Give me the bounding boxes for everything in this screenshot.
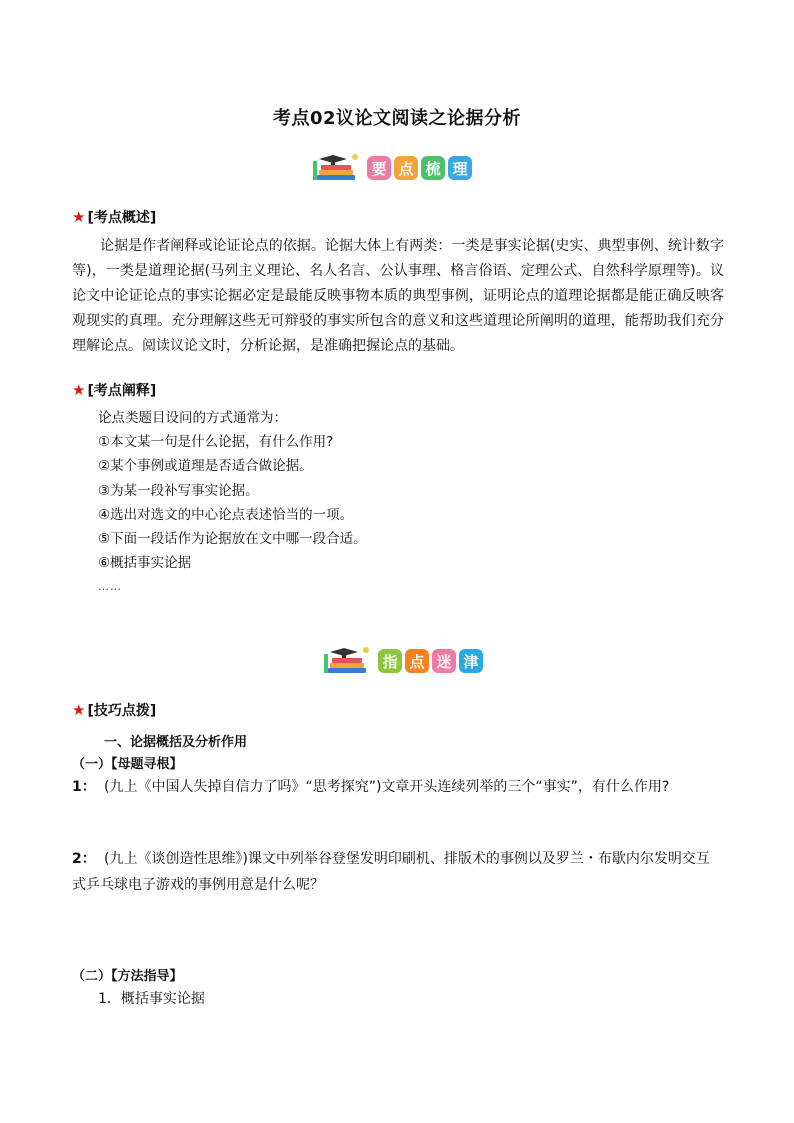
banner2-tile-1: 指 <box>378 649 402 673</box>
heading-label: [考点概述] <box>87 210 157 226</box>
heading-label: [技巧点拨] <box>87 703 157 719</box>
subheading-argument-summary: 一、论据概括及分析作用 <box>104 735 248 750</box>
star-icon: ★ <box>72 381 86 399</box>
banner2-tile-3: 迷 <box>432 649 456 673</box>
list-item: ⑥概括事实论据 <box>98 555 192 572</box>
section-explanation-heading <box>72 380 156 400</box>
banner2-tile-4: 津 <box>459 649 483 673</box>
list-item: ⑤下面一段话作为论据放在文中哪一段合适。 <box>98 531 367 548</box>
star-icon: ★ <box>72 208 86 226</box>
banner1-tile-4: 理 <box>448 156 472 180</box>
banner2-tile-2: 点 <box>405 649 429 673</box>
banner1-tile-3: 梳 <box>421 156 445 180</box>
list-intro: 论点类题目设问的方式通常为： <box>98 410 287 426</box>
section-tips-heading <box>72 700 156 720</box>
question-types-list <box>98 406 367 600</box>
list-item: ④选出对选文的中心论点表述恰当的一项。 <box>98 506 354 523</box>
books-graduation-icon <box>322 646 374 676</box>
banner-key-points <box>311 153 475 183</box>
list-item: ②某个事例或道理是否适合做论据。 <box>98 458 313 475</box>
question-number: 1： <box>72 779 96 795</box>
star-icon: ★ <box>72 701 86 719</box>
banner1-tile-1: 要 <box>367 156 391 180</box>
heading-label: [考点阐释] <box>87 383 157 399</box>
question-2 <box>72 846 732 898</box>
method-item-1: 1．概括事实论据 <box>98 991 205 1007</box>
list-item: ③为某一段补写事实论据。 <box>98 482 259 499</box>
page-title: 考点02议论文阅读之论据分析 <box>272 108 522 129</box>
banner1-tile-2: 点 <box>394 156 418 180</box>
subheading-method-guide: （二）【方法指导】 <box>72 969 183 984</box>
question-number: 2： <box>72 851 96 867</box>
question-text-line2: 式乒乓球电子游戏的事例用意是什么呢？ <box>72 877 324 893</box>
section-overview-heading <box>72 207 156 227</box>
question-text-line1: (九上《谈创造性思维》)课文中列举谷登堡发明印刷机、排版术的事例以及罗兰・布歇内尔发明交互 <box>104 851 710 867</box>
question-1 <box>72 774 724 800</box>
list-ellipsis: …… <box>98 580 122 594</box>
subheading-mother-question: （一）【母题寻根】 <box>72 757 183 772</box>
list-item: ①本文某一句是什么论据，有什么作用? <box>98 434 334 451</box>
overview-paragraph: 论据是作者阐释或论证论点的依据。论据大体上有两类：一类是事实论据(史实、典型事例、统计数字等)，一类是道理论据(马列主义理论、名人名言、公认事理、格言俗语、定理公式、自然科学原理等)。议论文中论证论点的事实论据必定是最能反映事物本质的典型事例，证明论点的道理论据都是能正确反映客观现实的真理。充分理解这些无可辩驳的事实所包含的意义和这些道理论所阐明的道理，能帮助我们充分理解论点。阅读议论文时，分析论据，是准确把握论点的基础。 <box>72 238 724 354</box>
question-text: (九上《中国人失掉自信力了吗》“思考探究”)文章开头连续列举的三个“事实”，有什么作用? <box>104 779 670 795</box>
banner-guidance <box>322 646 486 676</box>
books-graduation-icon <box>311 153 363 183</box>
